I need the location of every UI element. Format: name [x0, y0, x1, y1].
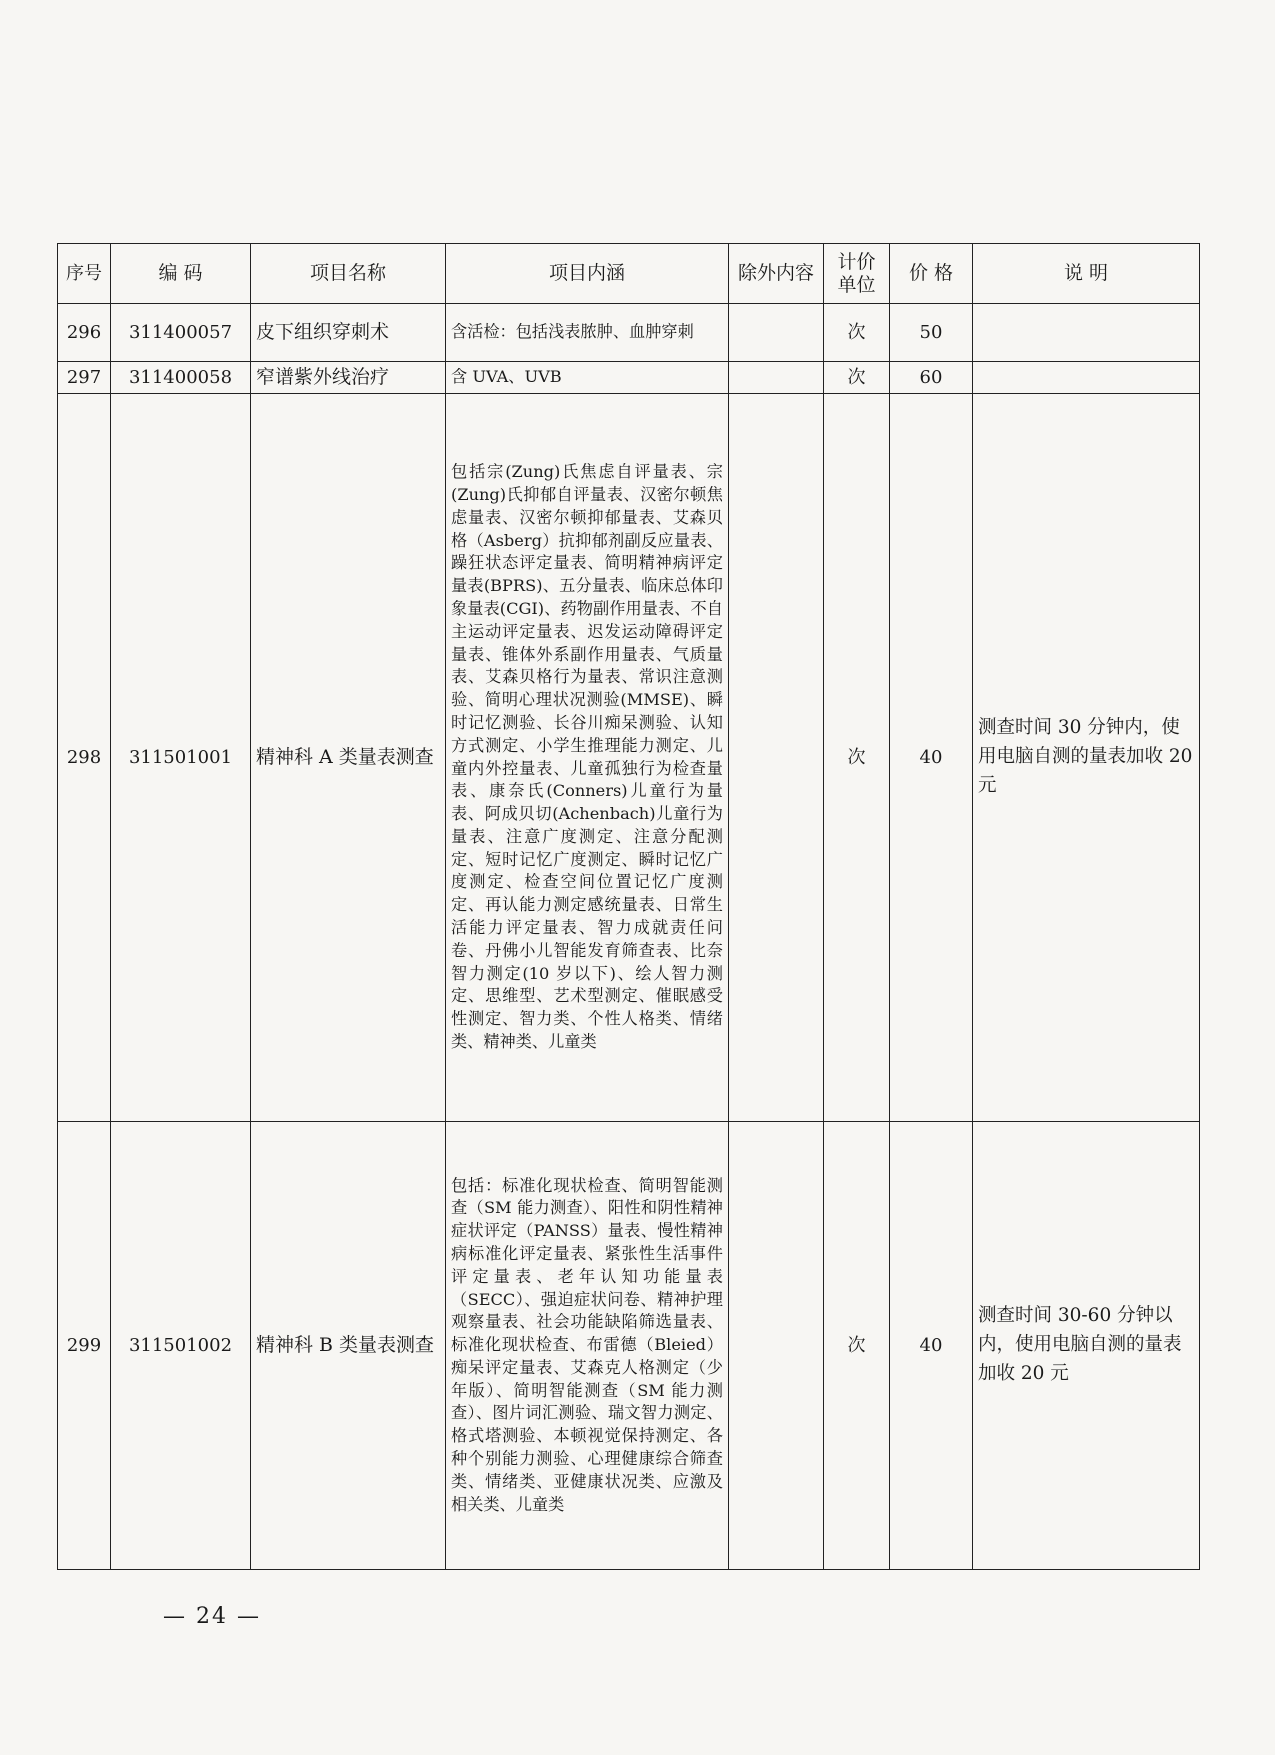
table-row: [58, 362, 1200, 394]
row-price: 60: [890, 362, 973, 394]
header-seq: 序号: [58, 244, 111, 304]
table-header-row: [58, 244, 1200, 304]
row-excluded: [729, 304, 824, 362]
row-content: 包括：标准化现状检查、简明智能测查（SM 能力测查）、阳性和阴性精神症状评定（PANSS）量表、慢性精神病标准化评定量表、紧张性生活事件评定量表、老年认知功能量表（SECC）、强迫症状问卷、精神护理观察量表、社会功能缺陷筛选量表、标准化现状检查、布雷德（Bleied）痴呆评定量表、艾森克人格测定（少年版）、简明智能测查（SM 能力测查）、图片词汇测验、瑞文智力测定、格式塔测验、本顿视觉保持测定、各种个别能力测验、心理健康综合筛查类、情绪类、亚健康状况类、应激及相关类、儿童类: [446, 1122, 729, 1570]
fee-schedule-table: [57, 243, 1200, 1570]
row-unit: 次: [824, 304, 890, 362]
header-unit: 计价单位: [824, 244, 890, 304]
header-excluded: 除外内容: [729, 244, 824, 304]
page-number: — 24 —: [163, 1604, 261, 1629]
header-name: 项目名称: [251, 244, 446, 304]
row-seq: 297: [58, 362, 111, 394]
row-unit: 次: [824, 1122, 890, 1570]
table-row: [58, 1122, 1200, 1570]
row-note: [973, 362, 1200, 394]
row-price: 40: [890, 1122, 973, 1570]
header-price: 价 格: [890, 244, 973, 304]
row-seq: 296: [58, 304, 111, 362]
row-excluded: [729, 362, 824, 394]
table-row: [58, 304, 1200, 362]
row-code: 311400057: [111, 304, 251, 362]
row-excluded: [729, 394, 824, 1122]
row-note: [973, 304, 1200, 362]
row-content: 含 UVA、UVB: [446, 362, 729, 394]
table-row: [58, 394, 1200, 1122]
row-content: 包括宗(Zung)氏焦虑自评量表、宗(Zung)氏抑郁自评量表、汉密尔顿焦虑量表、汉密尔顿抑郁量表、艾森贝格（Asberg）抗抑郁剂副反应量表、躁狂状态评定量表、简明精神病评定量表(BPRS)、五分量表、临床总体印象量表(CGI)、药物副作用量表、不自主运动评定量表、迟发运动障碍评定量表、锥体外系副作用量表、气质量表、艾森贝格行为量表、常识注意测验、简明心理状况测验(MMSE)、瞬时记忆测验、长谷川痴呆测验、认知方式测定、小学生推理能力测定、儿童内外控量表、儿童孤独行为检查量表、康奈氏(Conners)儿童行为量表、阿成贝切(Achenbach)儿童行为量表、注意广度测定、注意分配测定、短时记忆广度测定、瞬时记忆广度测定、检查空间位置记忆广度测定、再认能力测定感统量表、日常生活能力评定量表、智力成就责任问卷、丹佛小儿智能发育筛查表、比奈智力测定(10 岁以下)、绘人智力测定、思维型、艺术型测定、催眠感受性测定、智力类、个性人格类、情绪类、精神类、儿童类: [446, 394, 729, 1122]
row-note: 测查时间 30-60 分钟以内，使用电脑自测的量表加收 20 元: [973, 1122, 1200, 1570]
row-note: 测查时间 30 分钟内，使用电脑自测的量表加收 20 元: [973, 394, 1200, 1122]
row-seq: 299: [58, 1122, 111, 1570]
row-code: 311501001: [111, 394, 251, 1122]
row-excluded: [729, 1122, 824, 1570]
row-unit: 次: [824, 394, 890, 1122]
header-content: 项目内涵: [446, 244, 729, 304]
row-price: 50: [890, 304, 973, 362]
row-name: 精神科 A 类量表测查: [251, 394, 446, 1122]
row-unit: 次: [824, 362, 890, 394]
row-content: 含活检：包括浅表脓肿、血肿穿刺: [446, 304, 729, 362]
row-name: 精神科 B 类量表测查: [251, 1122, 446, 1570]
row-code: 311400058: [111, 362, 251, 394]
row-code: 311501002: [111, 1122, 251, 1570]
row-price: 40: [890, 394, 973, 1122]
header-note: 说 明: [973, 244, 1200, 304]
row-name: 窄谱紫外线治疗: [251, 362, 446, 394]
row-seq: 298: [58, 394, 111, 1122]
header-code: 编 码: [111, 244, 251, 304]
row-name: 皮下组织穿刺术: [251, 304, 446, 362]
